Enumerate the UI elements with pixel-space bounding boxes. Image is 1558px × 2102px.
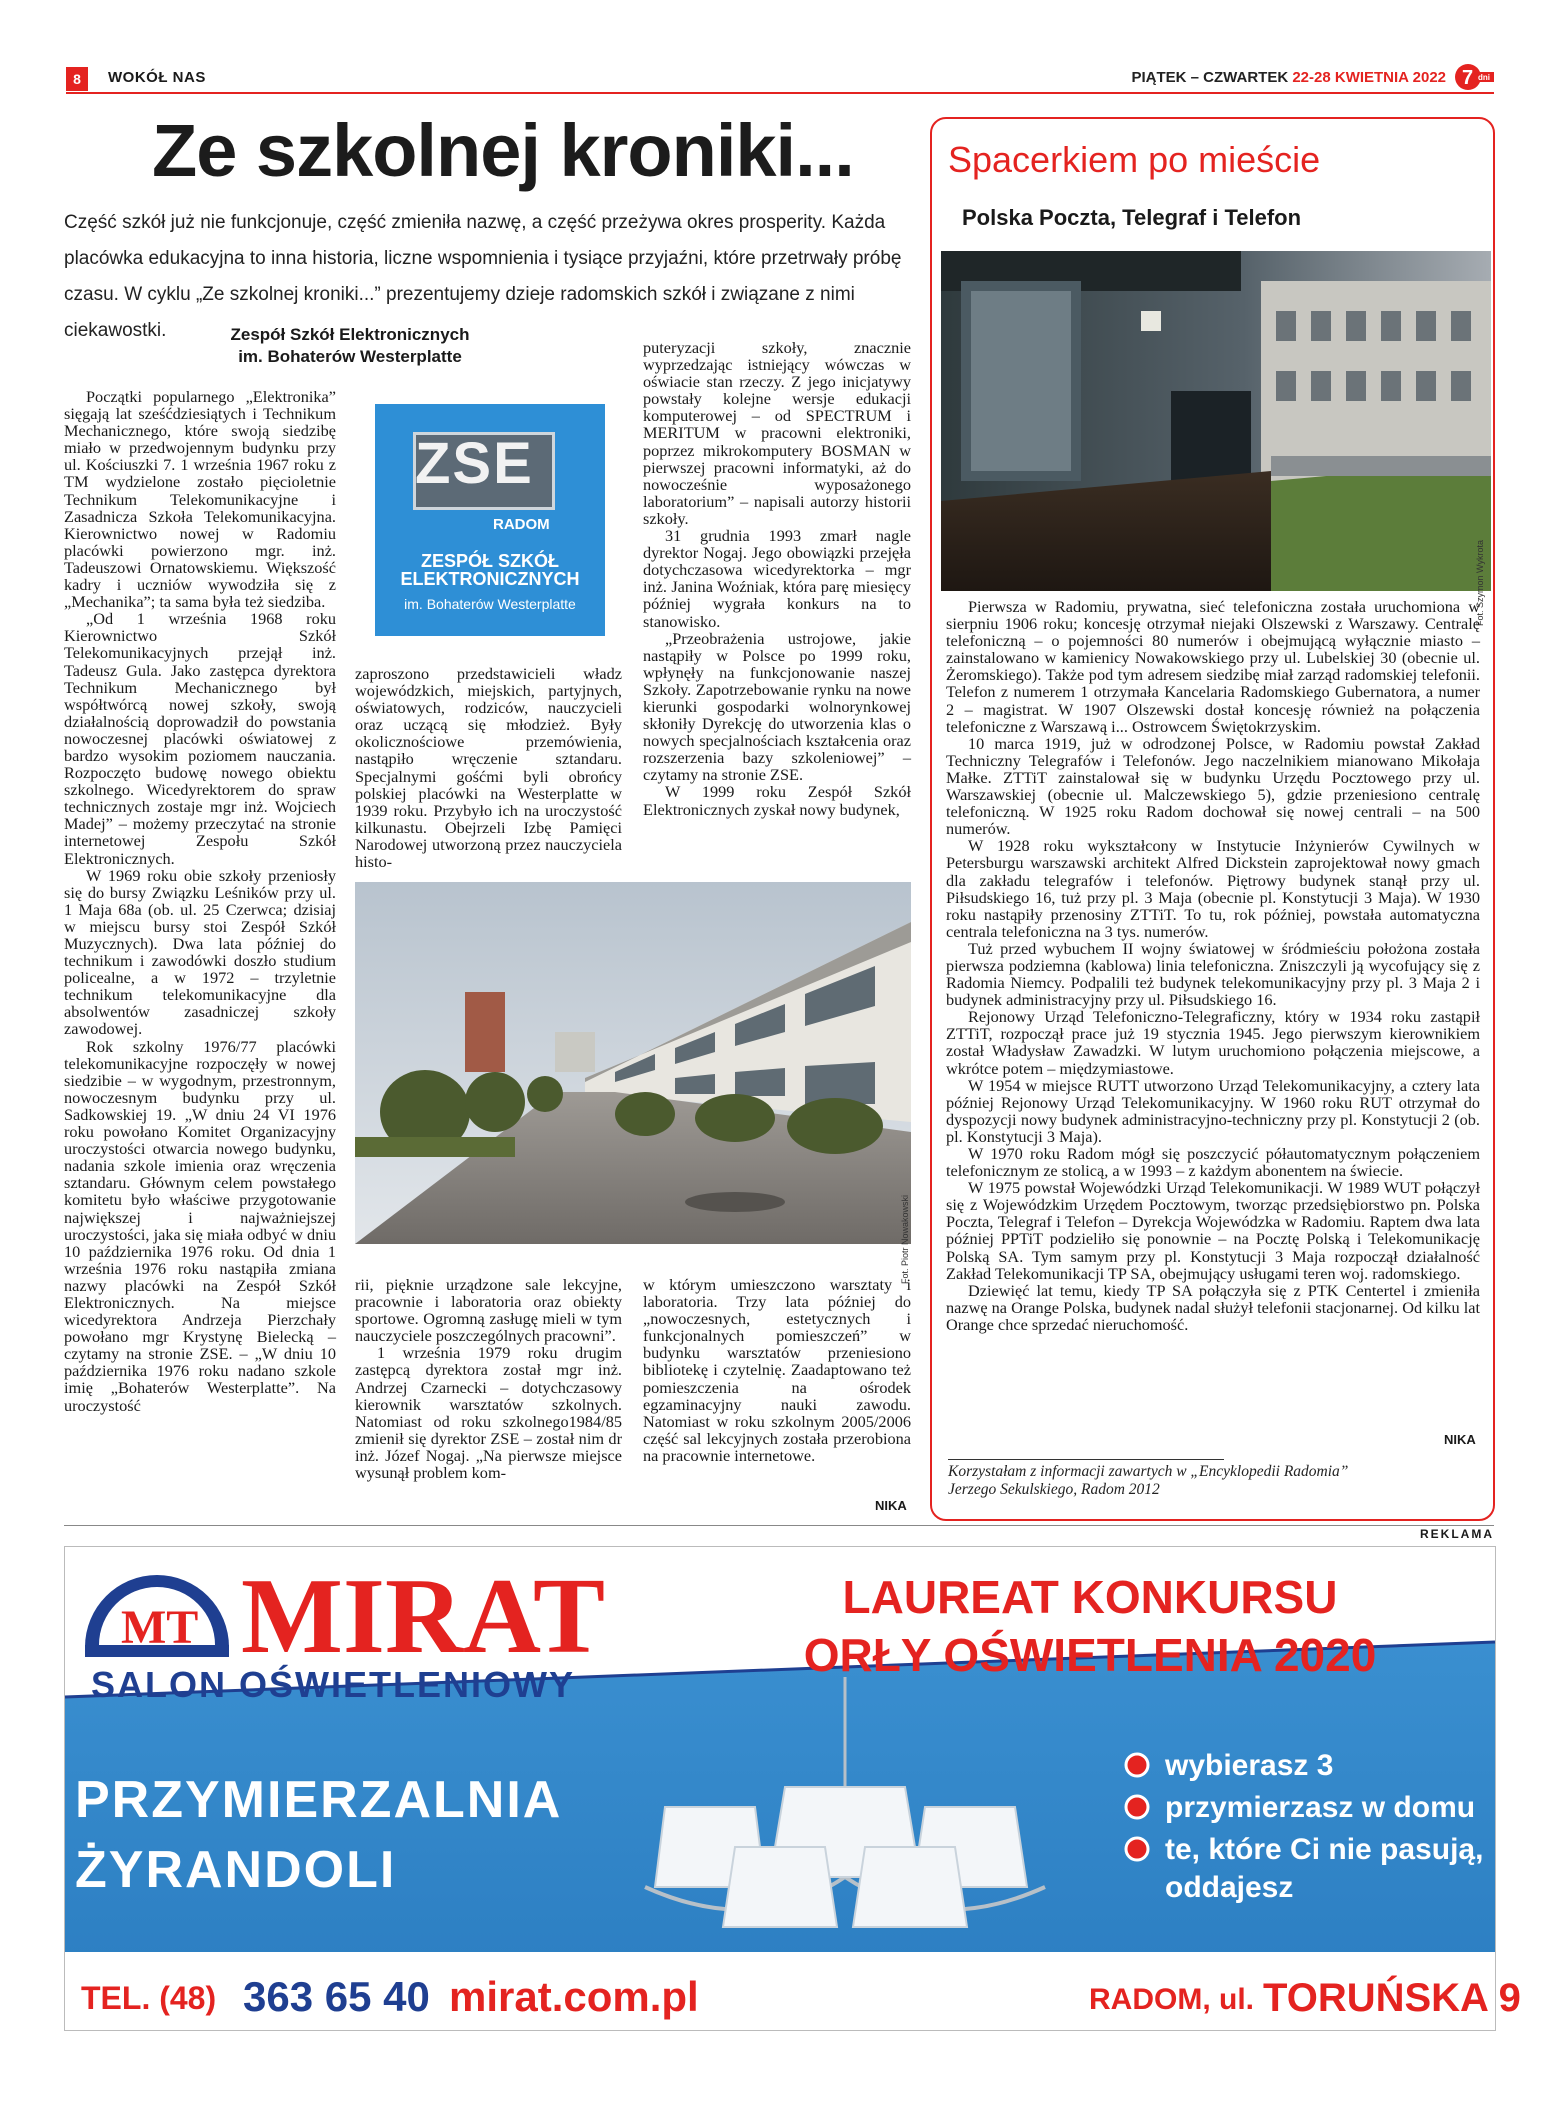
col2-paragraph: zaproszono przedstawicieli władz wojewódzkich, miejskich, partyjnych, oświatowych, rodziców, nauczycieli oraz uczącą się młodzież. Były okolicznościowe przemówienia, nastąpiło wręczenie sztandaru. Specjalnymi gośćmi byli obrońcy polskiej placówki na Westerplatte w 1939 roku. Przybyło ich na uroczystość kilkunastu. Obejrzeli Izbę Pamięci Narodowej utworzoną przez nauczyciela histo-	[355, 664, 622, 872]
sidebar-paragraph: W 1954 w miejsce RUTT utworzono Urząd Telekomunikacyjny, a cztery lata później Rejonowy Urząd Telekomunikacyjny. W 1960 roku RUT otrzymał do dyspozycji nowy budynek administracyjno-techniczny przy pl. Konstytucji 2 (ob. pl. Konstytucji 3 Maja).	[946, 1075, 1480, 1146]
phone-label: TEL. (48)	[81, 1980, 217, 2016]
date-prefix: PIĄTEK – CZWARTEK	[1131, 69, 1293, 86]
brand-subtitle: SALON OŚWIETLENIOWY	[91, 1664, 575, 1705]
col2-paragraph: 1 września 1979 roku drugim zastępcą dyrektora został mgr inż. Andrzej Czarnecki – dotychczasowy kierownik warsztatów szkolnych. Natomiast od roku szkolnego1984/85 zmienił się dyrektor ZSE – został nim dr inż. Józef Nogaj. „Na pierwsze miejsce wysunął problem kom-	[355, 1343, 622, 1483]
subhead-line-2: im. Bohaterów Westerplatte	[238, 347, 462, 366]
sidebar-paragraph: W 1970 roku Radom mógł się poszczycić półautomatycznym połączeniem telefonicznym ze stolicą, a w 1993 – z każdym abonentem na świecie.	[946, 1144, 1480, 1181]
ad-artwork	[65, 1547, 1521, 2030]
col1-paragraph: „Od 1 września 1968 roku Kierownictwo Szkół Telekomunikacyjnych przejął inż. Tadeusz Gula. Jako zastępca dyrektora Technikum Mechanicznego był współtwórcą nowej szkoły, swoją działalnością doprowadził do powstania nowoczesnej placówki oświatowej z bardzo wysokim poziomem nauczania. Rozpoczęto budowę nowego obiektu szkolnego. Wicedyrektorem do spraw technicznych zostaje mgr inż. Wojciech Madej” – możemy przeczytać na stronie internetowej Zespołu Szkół Elektronicznych.	[64, 609, 336, 868]
sidebar-source	[948, 1463, 1458, 1499]
sidebar-paragraph: Pierwsza w Radomiu, prywatna, sieć telefoniczna została uruchomiona w sierpniu 1906 roku; koncesję otrzymał niejaki Olszewski z Warszawy. Centralę telefoniczną – o pojemności 80 numerów i obejmującą wyłącznie miasto – zainstalowano w kamienicy Nowakowskiego przy ul. Lubelskiej 30 (obecnie ul. Żeromskiego). Także pod tym adresem siedzibę miał zarząd radomskiej telefonii. Telefon z numerem 1 otrzymała Kancelaria Radomskiego Gubernatora, a numer 2 – magistrat. W 1907 Olszewski dostał koncesję również na połączenia telefoniczne z Warszawą i... Ostrowcem Świętokrzyskim.	[946, 597, 1480, 736]
zse-name-3: im. Bohaterów Westerplatte	[404, 596, 576, 612]
ad-headline-2: ŻYRANDOLI	[75, 1841, 397, 1899]
school-photo-credit: Fot. Piotr Nowakowski	[900, 1195, 910, 1285]
date-range: 22-28 KWIETNIA 2022	[1292, 69, 1446, 86]
issue-date	[1131, 69, 1446, 86]
ad-label: REKLAMA	[1420, 1527, 1494, 1541]
source-line-1: Korzystałam z informacji zawartych w „Encyklopedii Radomia”	[948, 1463, 1349, 1480]
bullet-3: te, które Ci nie pasują,	[1165, 1833, 1484, 1866]
zse-name-2: ELEKTRONICZNYCH	[400, 569, 580, 589]
bullet-1: wybierasz 3	[1165, 1749, 1334, 1782]
article-lead: Część szkół już nie funkcjonuje, część zmieniła nazwę, a część przeżywa okres prosperity. Każda placówka edukacyjna to inna historia, liczne wspomnienia i tysiące przyjaźni, które przetrwały próbę czasu. W cyklu „Ze szkolnej kroniki...” prezentujemy dzieje radomskich szkół i związane z nimi ciekawostki.	[64, 212, 902, 341]
sidebar-paragraph: Dziewięć lat temu, kiedy TP SA połączyła się z PTK Centertel i zmieniła nazwę na Orange Polska, budynek nadal służył telefonii stacjonarnej. Od kilku lat Orange chce sprzedać nieruchomość.	[946, 1280, 1480, 1334]
newspaper-logo	[1455, 62, 1495, 92]
col3-paragraph: w którym umieszczono warsztaty i laboratoria. Trzy lata później do „nowoczesnych, estetycznych i funkcjonalnych pomieszczeń” w budynku warsztatów przeniesiono bibliotekę i czytelnię. Zaadaptowano też pomieszczenia na ośrodek egzaminacyjny nauki zawodu. Natomiast w roku szkolnym 2005/2006 część sal lekcyjnych została przerobiona na pracownie internetowe.	[643, 1275, 911, 1465]
sidebar-title: Spacerkiem po mieście	[948, 139, 1321, 180]
sidebar-subtitle: Polska Poczta, Telegraf i Telefon	[962, 205, 1302, 230]
article-column-3-bottom	[643, 1276, 911, 1464]
award-line-2: ORŁY OŚWIETLENIA 2020	[803, 1629, 1377, 1681]
subhead-line-1: Zespół Szkół Elektronicznych	[230, 325, 470, 344]
post-photo-credit: Fot. Szymon Wykrota	[1475, 540, 1485, 626]
article-column-2-top	[355, 665, 622, 870]
article-column-3-top	[643, 339, 911, 818]
logo-mark-text: MT	[121, 1601, 199, 1654]
ad-headline-1: PRZYMIERZALNIA	[75, 1771, 563, 1829]
phone-number: 363 65 40	[243, 1973, 430, 2020]
article-title: Ze szkolnej kroniki...	[152, 109, 854, 192]
address-label: RADOM, ul.	[1089, 1983, 1254, 2016]
sidebar-signature: NIKA	[1444, 1432, 1476, 1447]
website: mirat.com.pl	[449, 1973, 699, 2020]
col3-paragraph: „Przeobrażenia ustrojowe, jakie nastąpiły w Polsce po 1999 roku, wpłynęły na funkcjonowanie naszej Szkoły. Zapotrzebowanie rynku na nowe kierunki gospodarki wolnorynkowej skłoniły Dyrekcję do utworzenia klas o nowych specjalnościach kształcenia oraz rozszerzenia bazy szkoleniowej” – czytamy na stronie ZSE.	[643, 628, 911, 785]
svg-text:7: 7	[1462, 67, 1474, 89]
advertisement	[64, 1546, 1521, 2031]
article-column-1	[64, 388, 336, 1414]
zse-name-1: ZESPÓŁ SZKÓŁ	[420, 551, 559, 571]
article-subhead	[200, 324, 500, 368]
address: TORUŃSKA 9	[1263, 1976, 1521, 2020]
col3-paragraph: W 1999 roku Zespół Szkół Elektronicznych zyskał nowy budynek,	[643, 782, 911, 819]
section-name: WOKÓŁ NAS	[108, 69, 206, 86]
article-signature: NIKA	[875, 1498, 907, 1513]
col1-paragraph: W 1969 roku obie szkoły przeniosły się do bursy Związku Leśników przy ul. 1 Maja 68a (ob. ul. 25 Czerwca; dzisiaj w miejscu bursy stoi Zespół Szkół Muzycznych). Dwa lata później do technikum i zawodówki doszło studium policealne, a w 1972 – trzyletnie technikum telekomunikacyjne dla absolwentów zasadniczej szkoły zawodowej.	[64, 865, 336, 1039]
sidebar-paragraph: W 1975 powstał Wojewódzki Urząd Telekomunikacji. W 1989 WUT połączył się z Wojewódzkim Urzędem Pocztowym, tworząc przedsiębiorstwo pn. Polska Poczta, Telegraf i Telefon – Dyrekcja Wojewódzka w Radomiu. Raptem dwa lata później PPTiT podzieliło się ponownie – na Pocztę Polską i Telekomunikację Polską SA. Tym samym przy pl. Konstytucji 3 Maja rozpoczął działalność Zakład Telekomunikacji TP SA, obejmujący usługami teren woj. radomskiego.	[946, 1178, 1480, 1283]
school-photo	[355, 882, 911, 1244]
article-column-2-bottom	[355, 1276, 622, 1481]
col3-paragraph: 31 grudnia 1993 zmarł nagle dyrektor Nogaj. Jego obowiązki przejęła dotychczasowa wicedyrektorka – mgr inż. Janina Woźniak, która parę miesięcy później wygrała konkurs na to stanowisko.	[643, 526, 911, 631]
sidebar-paragraph: Rejonowy Urząd Telefoniczno-Telegraficzny, który w 1934 roku zastąpił ZTTiT, rozpoczął prace już 19 stycznia 1945. Jego pierwszym kierownikiem został Władysław Zawadzki. W lutym uruchomiono połączenia miejscowe, a wkrótce potem – międzymiastowe.	[946, 1007, 1480, 1078]
zse-logo	[375, 404, 605, 636]
col2-paragraph: rii, pięknie urządzone sale lekcyjne, pracownie i laboratoria oraz obiekty sportowe. Ogromną zasługę mieli w tym nauczyciele poszczególnych pracowni”.	[355, 1275, 622, 1346]
source-line-2: Jerzego Sekulskiego, Radom 2012	[948, 1481, 1160, 1498]
award-line-1: LAUREAT KONKURSU	[842, 1571, 1338, 1623]
sidebar-paragraph: W 1928 roku wykształcony w Instytucie Inżynierów Cywilnych w Petersburgu warszawski architekt Alfred Dickstein zaprojektował nowy gmach dla zakładu telegrafów i telefonów. Piętrowy budynek stanął przy ul. Piłsudskiego 16, tuż przy pl. 3 Maja (obecnie pl. Konstytucji 3 Maja). W 1930 roku nastąpiły przenosiny ZTTiT. To tu, rok później, powstała automatyczna centrala telefoniczna na 3 tys. numerów.	[946, 836, 1480, 941]
ad-rule	[64, 1525, 1494, 1526]
svg-text:dni: dni	[1478, 73, 1490, 82]
bullet-3-cont: oddajesz	[1165, 1871, 1294, 1904]
header-rule	[66, 92, 1494, 94]
post-office-photo	[941, 251, 1491, 591]
page-number: 8	[66, 67, 88, 91]
brand-name: MIRAT	[241, 1557, 605, 1676]
bullet-2: przymierzasz w domu	[1165, 1791, 1476, 1824]
col1-paragraph: Rok szkolny 1976/77 placówki telekomunikacyjne rozpoczęły w nowej siedzibie – w wygodnym, przestronnym, nowoczesnym budynku przy ul. Sadkowskiej 19. „W dniu 24 VI 1976 roku powołano Komitet Organizacyjny uroczystości otwarcia nowego budynku, nadania szkole imienia oraz wręczenia sztandaru. Głównym celem powstałego komitetu było właściwe przygotowanie największej i najważniejszej uroczystości, jaka się miała odbyć w dniu 10 października 1976 roku. Od dnia 1 września 1976 roku nastąpiła zmiana nazwy placówki na Zespół Szkół Elektronicznych. Na miejsce wicedyrektora Andrzeja Pierzchały powołano mgr Krystynę Bielecką – czytamy na stronie ZSE. – „W dniu 10 października 1976 roku nadano szkole imię „Bohaterów Westerplatte”. Na uroczystość	[64, 1036, 336, 1415]
source-rule	[948, 1459, 1224, 1460]
col1-paragraph: Początki popularnego „Elektronika” sięgają lat sześćdziesiątych i Technikum Mechanicznego, które swoją siedzibę miało w przedwojennym budynku przy ul. Kościuszki 7. 1 września 1967 roku z TM wydzielone zostało pięcioletnie Technikum Telekomunikacyjne i Zasadnicza Szkoła Telekomunikacyjna. Kierownictwo nowej w Radomiu placówki powierzono mgr. inż. Tadeuszowi Ornatowskiemu. Większość kadry i uczniów wywodziła się z „Mechanika”; ta sama była też siedziba.	[64, 387, 336, 612]
zse-city: RADOM	[493, 516, 550, 533]
col3-paragraph: puteryzacji szkoły, znacznie wyprzedzając istniejący wówczas w oświacie stan rzeczy. Z jego inicjatywy powstały kolejne wersje edukacji komputerowej – od SPECTRUM i MERITUM w pracowni elektroniki, poprzez mikrokomputery BOSMAN w pierwszej pracowni informatyki, aż do nowocześnie wyposażonego laboratorium” – napisali autorzy historii szkoły.	[643, 338, 911, 528]
sidebar-body	[946, 598, 1480, 1333]
sidebar-paragraph: 10 marca 1919, już w odrodzonej Polsce, w Radomiu powstał Zakład Techniczny Telegrafów i Telefonów. Jego naczelnikiem mianowano Mikołaja Małke. ZTTiT zainstalował się w budynku Urzędu Pocztowego przy ul. Warszawskiej (obecnie ul. Malczewskiego 5), gdzie przeniesiono centralę telefoniczną. W 1925 roku Radom dochował się nowej centrali – na 500 numerów.	[946, 733, 1480, 839]
zse-abbr: ZSE	[415, 431, 534, 496]
sidebar-paragraph: Tuż przed wybuchem II wojny światowej w śródmieściu położona została pierwsza podziemna (kablowa) linia telefoniczna. Zniszczyli ją wycofujący się z Radomia Niemcy. Podpalili też budynek telekomunikacyjny przy pl. 3 Maja 2 i budynek administracyjny przy ul. Piłsudskiego 16.	[946, 938, 1480, 1010]
